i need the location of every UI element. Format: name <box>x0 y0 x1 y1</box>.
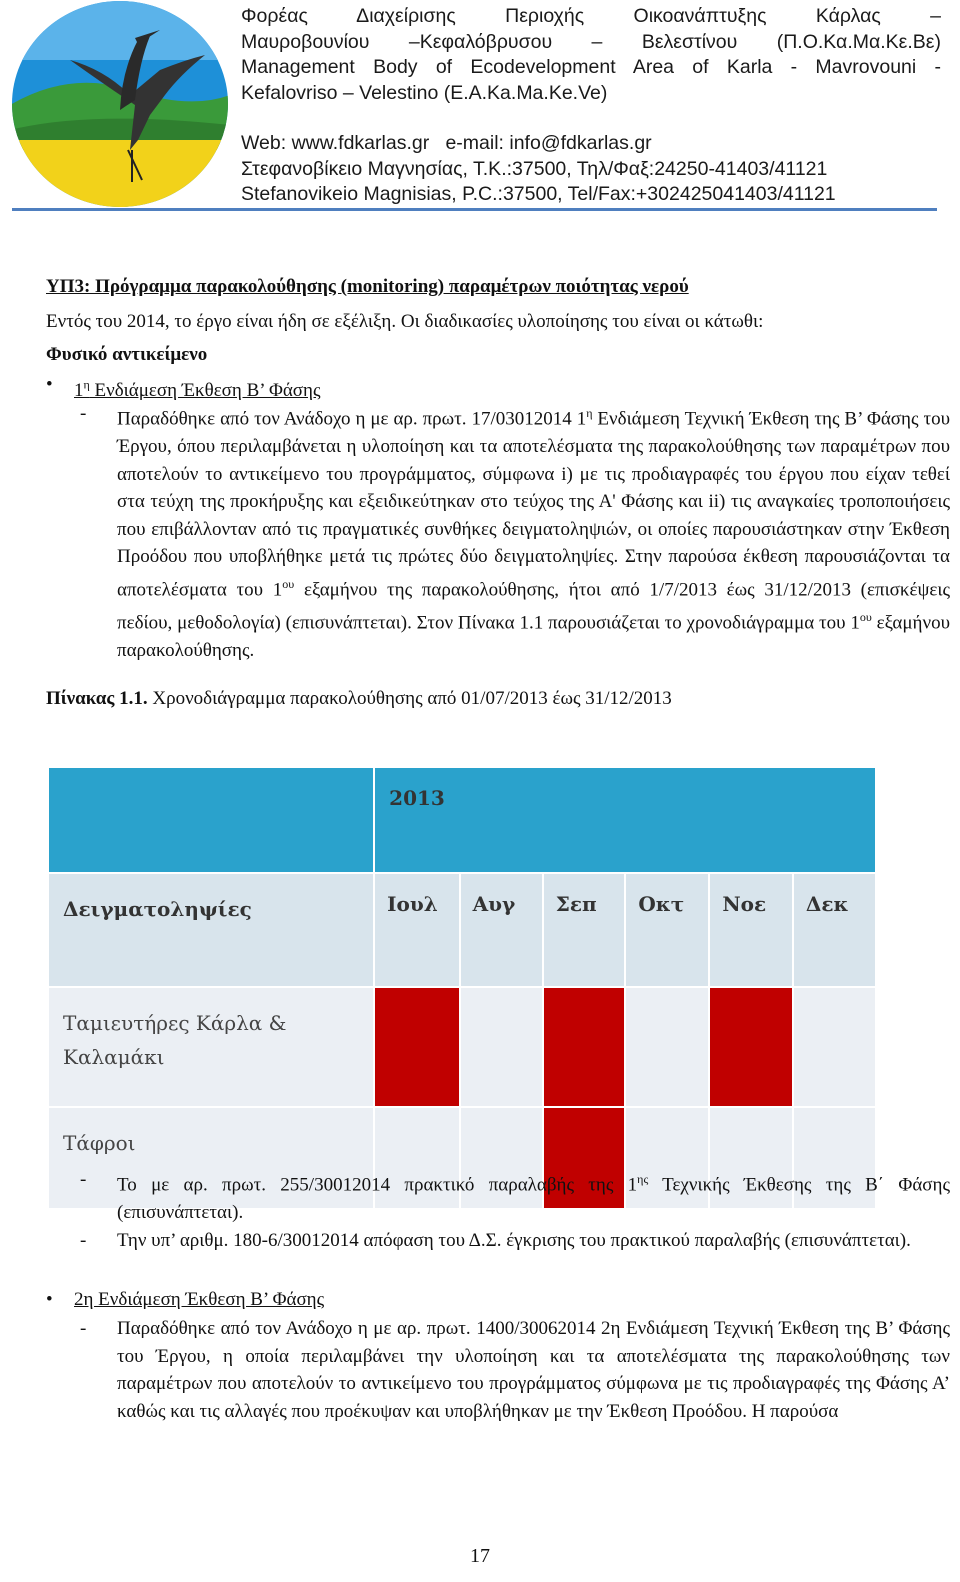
letterhead <box>0 0 960 212</box>
main-content <box>46 270 950 716</box>
bullet-label: $1^\eta$ Ενδιάμεση Έκθεση Β’ Φάσης <box>74 378 321 402</box>
dash-marker: - <box>80 1317 87 1339</box>
month-oct: Οκτ <box>625 873 709 987</box>
month-jul: Ιουλ <box>374 873 459 987</box>
address-english: Stefanovikeio Magnisias, P.C.:37500, Tel/Fax:+302425041403/41121 <box>241 183 836 205</box>
schedule-table <box>47 766 877 1210</box>
page-number: 17 <box>470 1545 490 1567</box>
month-sep: Σεπ <box>543 873 626 987</box>
heron-logo-icon <box>10 0 230 208</box>
header-empty-cell <box>48 767 374 873</box>
delivery-paragraph: - Παραδόθηκε από τον Ανάδοχο η με αρ. πρωτ. 17/03012014 $1^\eta$ Ενδιάμεση Τεχνική Έκθεση της Β’ Φάσης του Έργου, όπου περιλαμβάνεται η υλοποίηση και τα αποτελέσματα της παρακολούθησης των παραμέτρων που αποτελούν το αντικείμενο του προγράμματος, σύμφωνα i) με τις προδιαγραφές του έργου που είχαν τεθεί στα τεύχη της προκήρυξης και εξειδικεύτηκαν στο τεύχος της Α' Φάσης και ii) τις αναγκαίες τροποποιήσεις που επιβάλλονταν από τις πραγματικές συνθήκες δειγματοληψιών, οι οποίες παρουσιάστηκαν στην Έκθεση Προόδου που υποβλήθηκε μετά τις πρώτες δύο δειγματοληψίες. Στην παρούσα έκθεση παρουσιάζονται τα αποτελέσματα του $1^{o\upsilon}$ εξαμήνου της παρακολούθησης, ήτοι από 1/7/2013 έως 31/12/2013 (επισκέψεις πεδίου, μεθοδολογία) (επισυνάπτεται). Στον Πίνακα 1.1 παρουσιάζεται το χρονοδιάγραμμα του $1^{o\upsilon}$ εξαμήνου παρακολούθησης. <box>46 400 950 664</box>
year-cell: 2013 <box>374 767 876 873</box>
organization-info <box>241 4 941 208</box>
org-name-en-1: Management Body of Ecodevelopment Area of Karla - Mavrovouni - <box>241 56 941 78</box>
bullet-item-2 <box>46 1285 950 1315</box>
schedule-cell <box>625 987 709 1107</box>
schedule-cell <box>793 987 876 1107</box>
schedule-cell <box>374 987 459 1107</box>
intro-paragraph: Εντός του 2014, το έργο είναι ήδη σε εξέλιξη. Οι διαδικασίες υλοποίησης του είναι οι κάτωθι: <box>46 311 764 332</box>
after-table-content <box>46 1166 950 1426</box>
table-caption: Πίνακας 1.1. Χρονοδιάγραμμα παρακολούθησης από 01/07/2013 έως 31/12/2013 <box>46 688 672 710</box>
dash-marker: - <box>80 1169 87 1190</box>
header-divider <box>12 208 937 211</box>
schedule-cell <box>460 987 543 1107</box>
board-decision-item: - Την υπ’ αριθμ. 180-6/30012014 απόφαση του Δ.Σ. έγκρισης του πρακτικού παραλαβής (επισυνάπτεται). <box>46 1227 950 1255</box>
bullet-item-1 <box>46 370 950 400</box>
row-label: Ταμιευτήρες Κάρλα & Καλαμάκι <box>48 987 374 1107</box>
subheading: Φυσικό αντικείμενο <box>46 344 208 365</box>
sampling-header: Δειγματοληψίες <box>48 873 374 987</box>
dash-marker: - <box>80 1229 87 1251</box>
table-row <box>48 987 876 1107</box>
schedule-cell <box>543 987 626 1107</box>
dash-marker: - <box>80 403 87 424</box>
section-title: ΥΠ3: Πρόγραμμα παρακολούθησης (monitoring) παραμέτρων ποιότητας νερού <box>46 276 689 297</box>
address-greek: Στεφανοβίκειο Μαγνησίας, Τ.Κ.:37500, Τηλ/Φαξ:24250-41403/41121 <box>241 157 828 180</box>
month-aug: Αυγ <box>460 873 543 987</box>
month-dec: Δεκ <box>793 873 876 987</box>
org-name-gr-1: Φορέας Διαχείρισης Περιοχής Οικοανάπτυξης Κάρλας – <box>241 5 941 27</box>
acceptance-report-item: - Το με αρ. πρωτ. 255/30012014 πρακτικό παραλαβής της $1^{\eta\varsigma}$ Τεχνικής Έκθεσης της Β΄ Φάσης (επισυνάπτεται). <box>46 1166 950 1227</box>
contact-line: Web: www.fdkarlas.gr e-mail: info@fdkarlas.gr <box>241 132 652 154</box>
row-label: Τάφροι <box>48 1107 374 1209</box>
months-row <box>48 873 876 987</box>
bullet-icon: • <box>46 1288 53 1310</box>
bullet-label: 2η Ενδιάμεση Έκθεση Β’ Φάσης <box>74 1288 325 1310</box>
org-name-en-2: Kefalovriso – Velestino (E.A.Ka.Ma.Ke.Ve) <box>241 81 608 104</box>
second-delivery-paragraph: - Παραδόθηκε από τον Ανάδοχο η με αρ. πρωτ. 1400/30062014 2η Ενδιάμεση Τεχνική Έκθεση της Β’ Φάσης του Έργου, η οποία περιλαμβάνει την υλοποίηση και τα αποτελέσματα της παρακολούθησης των παραμέτρων που αποτελούν το αντικείμενο του προγράμματος σύμφωνα με τις προδιαγραφές της Φάσης Α’ καθώς και τις αλλαγές που προέκυψαν και υποβλήθηκαν με την Έκθεση Προόδου. Η παρούσα <box>46 1315 950 1426</box>
bullet-icon: • <box>46 374 53 395</box>
table-header-row <box>48 767 876 873</box>
month-nov: Νοε <box>709 873 792 987</box>
org-name-gr-2: Μαυροβουνίου –Κεφαλόβρυσου – Βελεστίνου (Π.Ο.Κα.Μα.Κε.Βε) <box>241 30 941 53</box>
schedule-cell <box>709 987 792 1107</box>
